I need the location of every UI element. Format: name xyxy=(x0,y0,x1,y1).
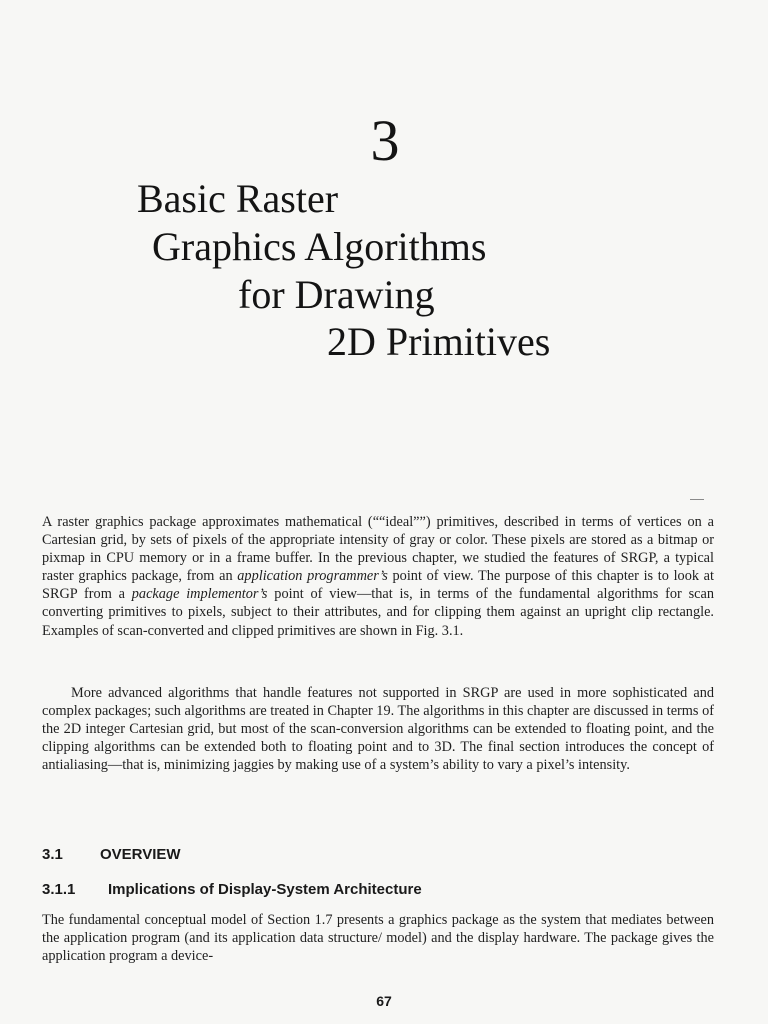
scan-mark xyxy=(690,499,704,500)
page-number: 67 xyxy=(376,993,392,1009)
section-number: 3.1 xyxy=(42,846,63,863)
chapter-number: 3 xyxy=(370,108,400,173)
subsection-paragraph: The fundamental conceptual model of Section 1.7 presents a graphics package as the system that mediates between the application program (and its application data structure/ model) and the display hardware. The package gives the application program a device- xyxy=(42,912,714,965)
section-heading-overview xyxy=(42,846,181,863)
intro-p1-text-b: point of view. The purpose of this chapter is to look at SRGP from a xyxy=(42,568,715,603)
intro-p1-emphasis-a: application programmer’s xyxy=(237,568,388,585)
chapter-title-line-1: Basic Raster xyxy=(137,176,339,221)
section-title: OVERVIEW xyxy=(100,846,181,863)
intro-p1-text-c: point of view—that is, in terms of the fundamental algorithms for scan converting primitives to pixels, subject to their attributes, and for clipping them against an upright clip rectangle. Examples of scan-converted and clipped primitives are shown in Fig. 3.1. xyxy=(42,586,714,639)
chapter-title-line-2: Graphics Algorithms xyxy=(152,224,487,269)
chapter-title-line-4: 2D Primitives xyxy=(327,319,551,364)
subsection-heading xyxy=(42,881,422,898)
intro-p1-emphasis-b: package implementor’s xyxy=(131,586,268,603)
intro-paragraph-1 xyxy=(42,513,714,640)
subsection-title: Implications of Display-System Architecture xyxy=(108,881,422,898)
intro-p1-text-a: A raster graphics package approximates mathematical (““ideal””) primitives, described in terms of vertices on a Cartesian grid, by sets of pixels of the appropriate intensity of gray or color. These pixels are stored as a bitmap or pixmap in CPU memory or in a frame buffer. In the previous chapter, we studied the features of SRGP, a typical raster graphics package, from an xyxy=(42,514,714,585)
subsection-number: 3.1.1 xyxy=(42,881,76,898)
intro-paragraph-2: More advanced algorithms that handle features not supported in SRGP are used in more sophisticated and complex packages; such algorithms are treated in Chapter 19. The algorithms in this chapter are discussed in terms of the 2D integer Cartesian grid, but most of the scan-conversion algorithms can be extended to floating point, and the clipping algorithms can be extended both to floating point and to 3D. The final section introduces the concept of antialiasing—that is, minimizing jaggies by making use of a system’s ability to vary a pixel’s intensity. xyxy=(42,685,714,774)
chapter-title-line-3: for Drawing xyxy=(238,272,435,317)
